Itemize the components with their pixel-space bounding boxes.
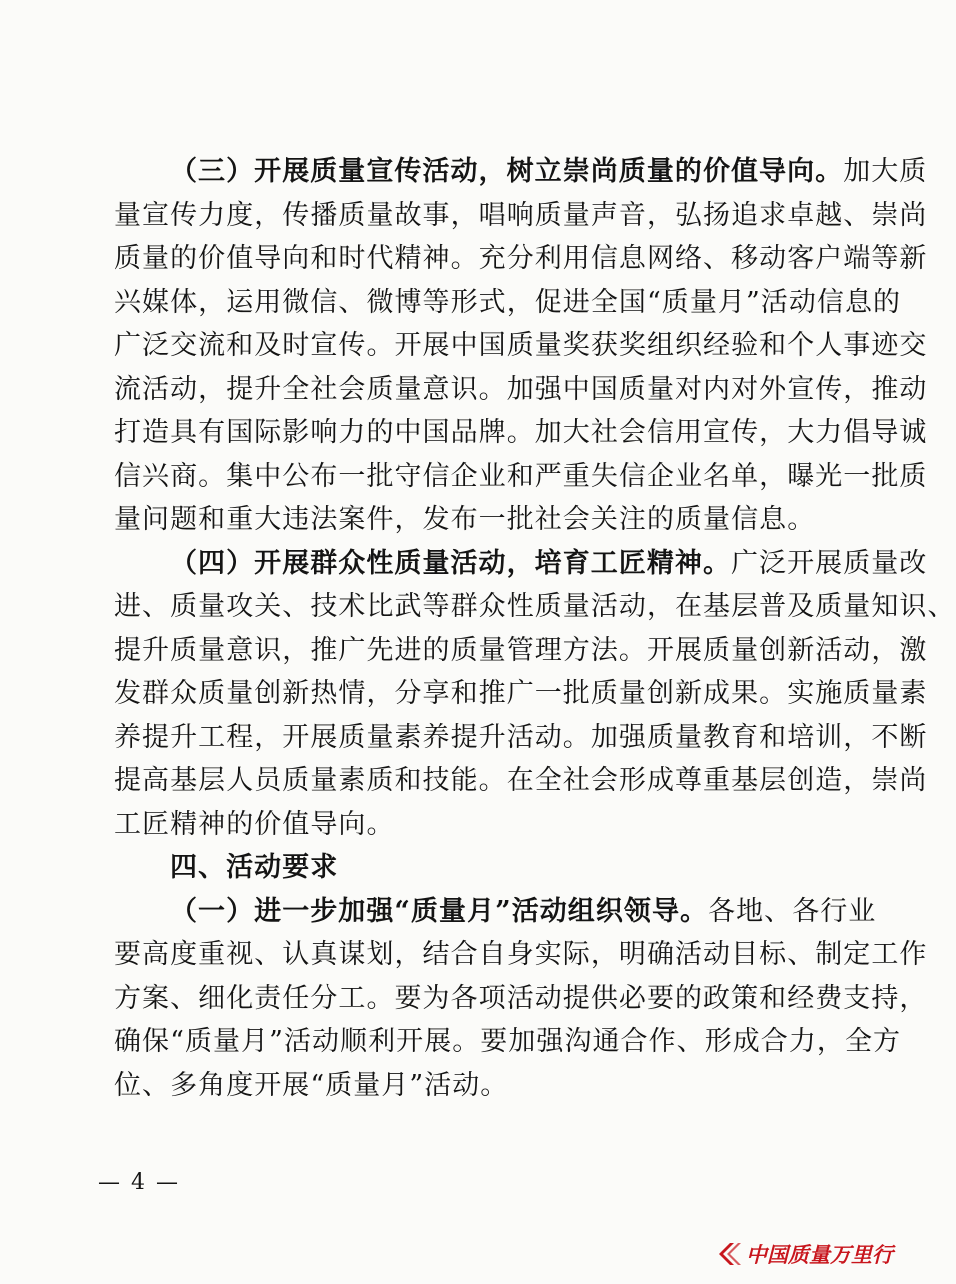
chevron-logo-icon bbox=[714, 1240, 742, 1268]
paragraph-line: 提高基层人员质量素质和技能。在全社会形成尊重基层创造，崇尚 bbox=[114, 765, 928, 796]
section-3-title: （三）开展质量宣传活动，树立崇尚质量的价值导向。 bbox=[170, 156, 844, 187]
req-1-line-0: 各地、各行业 bbox=[708, 895, 877, 927]
paragraph-line: 量宣传力度，传播质量故事，唱响质量声音，弘扬追求卓越、崇尚 bbox=[114, 199, 928, 231]
paragraph-line: 量问题和重大违法案件，发布一批社会关注的质量信息。 bbox=[114, 504, 816, 535]
paragraph-line: 方案、细化责任分工。要为各项活动提供必要的政策和经费支持， bbox=[114, 982, 928, 1014]
page-number: — 4 — bbox=[98, 1170, 180, 1195]
paragraph-line: 要高度重视、认真谋划，结合自身实际，明确活动目标、制定工作 bbox=[114, 939, 928, 970]
heading-activity-requirements: 四、活动要求 bbox=[170, 852, 339, 883]
body-text bbox=[114, 150, 956, 1107]
paragraph-line: 兴媒体，运用微信、微博等形式，促进全国“质量月”活动信息的 bbox=[114, 286, 902, 318]
section-4-first-line bbox=[114, 542, 928, 586]
paragraph-line: 流活动，提升全社会质量意识。加强中国质量对内对外宣传，推动 bbox=[114, 373, 928, 405]
paragraph-line: 工匠精神的价值导向。 bbox=[114, 808, 395, 840]
req-1-first-line bbox=[114, 890, 877, 934]
paragraph-line: 提升质量意识，推广先进的质量管理方法。开展质量创新活动，激 bbox=[114, 634, 928, 666]
section-4-line-0: 广泛开展质量改 bbox=[731, 547, 928, 579]
section-4-title: （四）开展群众性质量活动，培育工匠精神。 bbox=[170, 547, 731, 579]
paragraph-line: 广泛交流和及时宣传。开展中国质量奖获奖组织经验和个人事迹交 bbox=[114, 330, 928, 361]
section-3-first-line bbox=[114, 150, 928, 194]
paragraph-line: 打造具有国际影响力的中国品牌。加大社会信用宣传，大力倡导诚 bbox=[114, 417, 928, 448]
paragraph-line: 确保“质量月”活动顺利开展。要加强沟通合作、形成合力，全方 bbox=[114, 1026, 902, 1057]
watermark-text: 中国质量万里行 bbox=[746, 1243, 893, 1267]
section-3-line-0: 加大质 bbox=[843, 156, 928, 187]
paragraph-line: 养提升工程，开展质量素养提升活动。加强质量教育和培训，不断 bbox=[114, 721, 928, 753]
req-1-title: （一）进一步加强“质量月”活动组织领导。 bbox=[170, 895, 709, 927]
paragraph-line: 质量的价值导向和时代精神。充分利用信息网络、移动客户端等新 bbox=[114, 243, 928, 274]
paragraph-line: 位、多角度开展“质量月”活动。 bbox=[114, 1069, 509, 1101]
watermark bbox=[714, 1236, 894, 1272]
paragraph-line: 进、质量攻关、技术比武等群众性质量活动，在基层普及质量知识、 bbox=[114, 591, 956, 622]
paragraph-line: 信兴商。集中公布一批守信企业和严重失信企业名单，曝光一批质 bbox=[114, 460, 928, 492]
paragraph-line: 发群众质量创新热情，分享和推广一批质量创新成果。实施质量素 bbox=[114, 678, 928, 709]
